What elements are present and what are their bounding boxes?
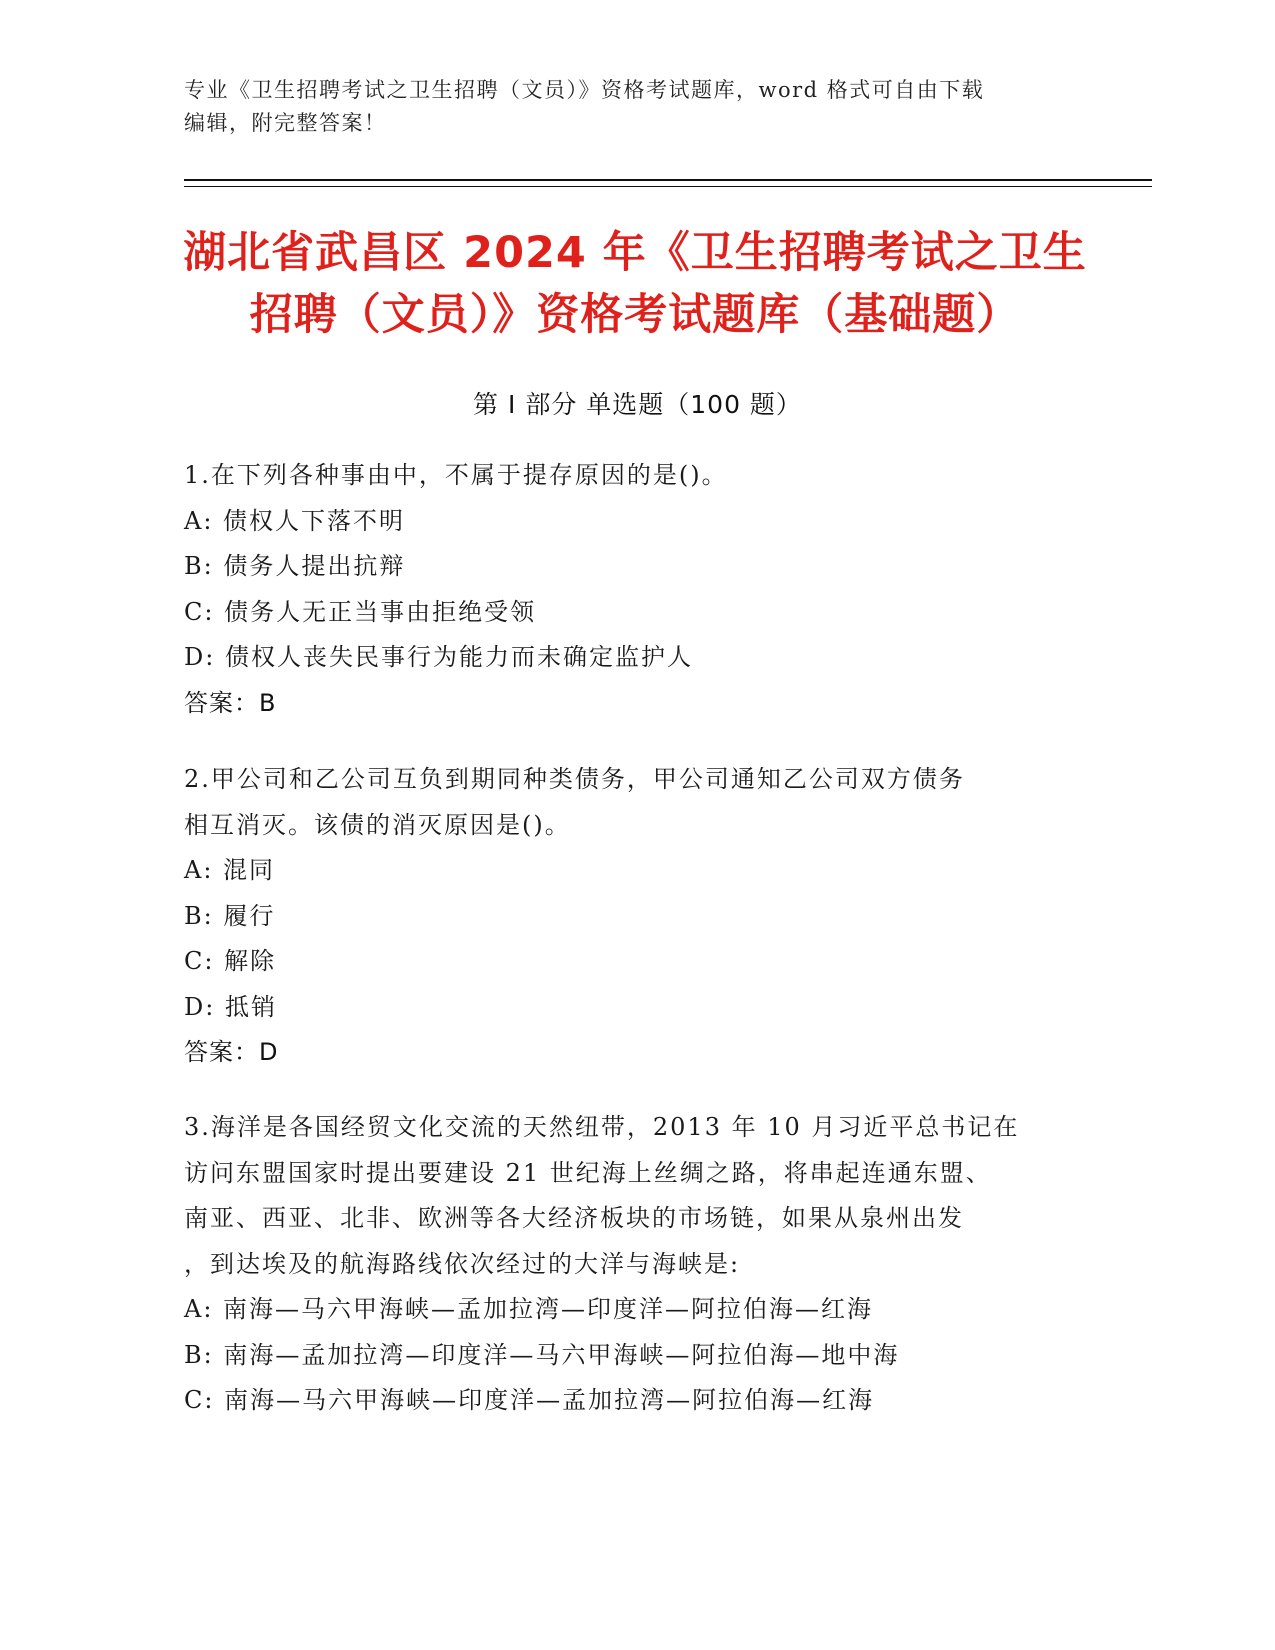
option-d: D: 抵销 <box>184 992 277 1021</box>
question-2 <box>184 757 1084 1076</box>
option-c: C: 南海—马六甲海峡—印度洋—孟加拉湾—阿拉伯海—红海 <box>184 1386 875 1414</box>
question-stem: ，到达埃及的航海路线依次经过的大洋与海峡是: <box>184 1249 741 1278</box>
option-c: C: 债务人无正当事由拒绝受领 <box>184 597 537 626</box>
header-note <box>184 74 1064 140</box>
option-b: B: 南海—孟加拉湾—印度洋—马六甲海峡—阿拉伯海—地中海 <box>184 1340 900 1369</box>
document-title-line-2: 招聘（文员）》资格考试题库（基础题） <box>249 290 1021 340</box>
question-stem: 南亚、西亚、北非、欧洲等各大经济板块的市场链，如果从泉州出发 <box>184 1204 964 1232</box>
option-a: A: 债权人下落不明 <box>184 506 406 535</box>
document-title-line-1: 湖北省武昌区 2024 年《卫生招聘考试之卫生 <box>183 228 1087 278</box>
answer-label: 答案：D <box>184 1038 279 1066</box>
header-note-line-1: 专业《卫生招聘考试之卫生招聘（文员）》资格考试题库，word 格式可自由下载 <box>184 78 985 102</box>
question-1 <box>184 453 1084 726</box>
option-b: B: 债务人提出抗辩 <box>184 552 406 580</box>
document-title <box>175 222 1095 346</box>
question-stem: 2.甲公司和乙公司互负到期同种类债务，甲公司通知乙公司双方债务 <box>184 765 965 793</box>
question-stem: 3.海洋是各国经贸文化交流的天然纽带，2013 年 10 月习近平总书记在 <box>184 1113 1020 1141</box>
option-a: A: 南海—马六甲海峡—孟加拉湾—印度洋—阿拉伯海—红海 <box>184 1295 874 1323</box>
option-d: D: 债权人丧失民事行为能力而未确定监护人 <box>184 643 693 671</box>
section-title: 第 I 部分 单选题（100 题） <box>473 390 802 419</box>
question-stem: 相互消灭。该债的消灭原因是()。 <box>184 810 571 839</box>
header-divider-thick <box>184 179 1152 181</box>
question-3 <box>184 1105 1084 1424</box>
option-b: B: 履行 <box>184 901 276 930</box>
question-stem: 1.在下列各种事由中，不属于提存原因的是()。 <box>184 461 728 489</box>
header-divider-thin <box>184 186 1152 187</box>
option-c: C: 解除 <box>184 947 277 975</box>
header-note-line-2: 编辑，附完整答案！ <box>184 111 387 135</box>
answer-label: 答案：B <box>184 688 277 717</box>
question-stem: 访问东盟国家时提出要建设 21 世纪海上丝绸之路，将串起连通东盟、 <box>184 1158 992 1187</box>
option-a: A: 混同 <box>184 856 276 884</box>
